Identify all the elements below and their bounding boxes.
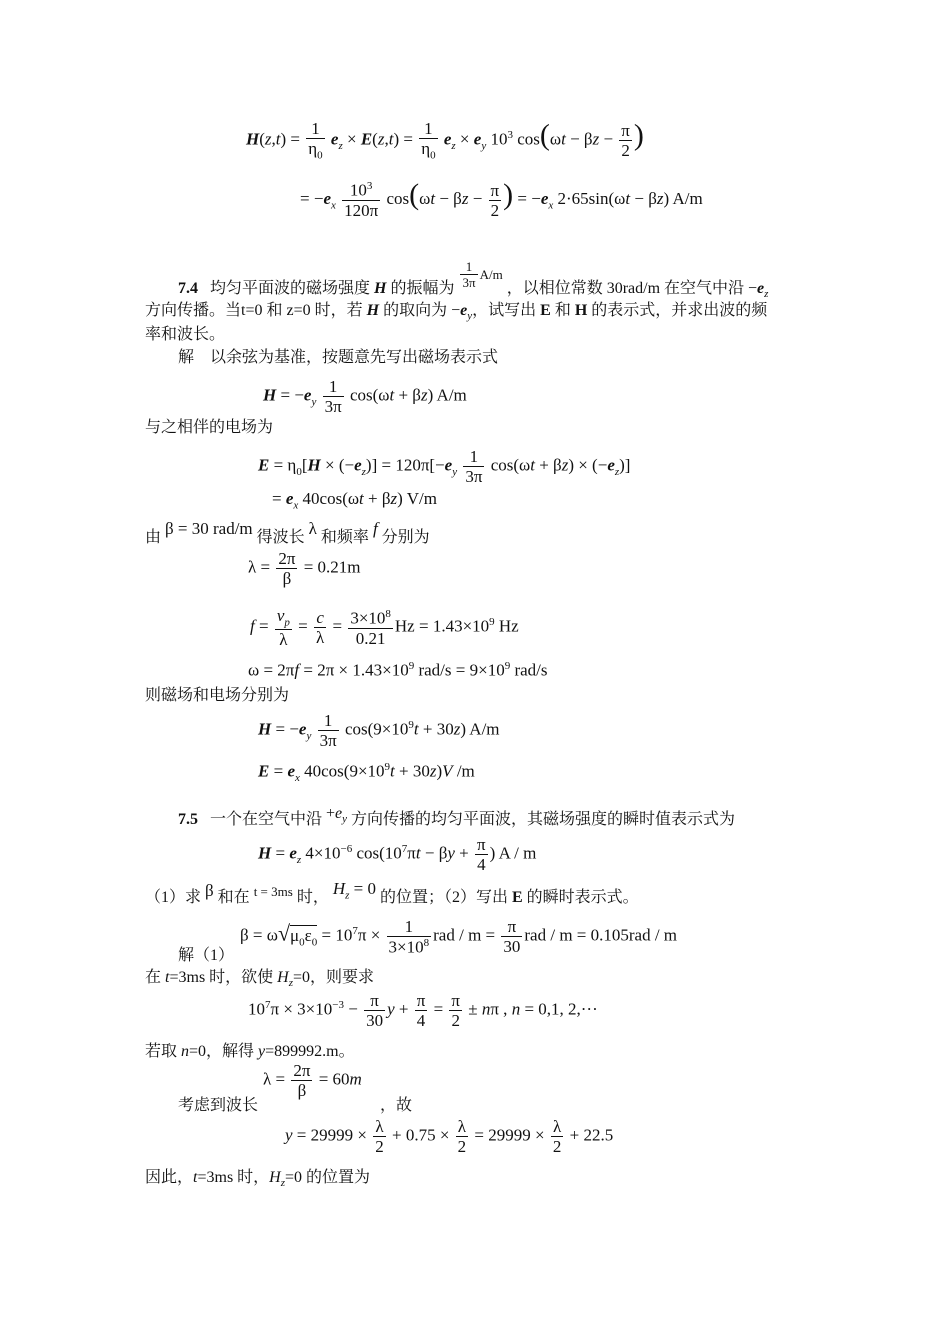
text: 和在	[217, 889, 250, 906]
solution-intro: 解 以余弦为基准，按题意先写出磁场表示式	[178, 349, 499, 366]
text-then: 则磁场和电场分别为	[145, 687, 290, 704]
text: ，试写出	[472, 302, 537, 319]
text: 的取向为	[383, 302, 448, 319]
text: 得波长	[256, 529, 305, 546]
text-last: 因此，t=3ms 时，$H_z=0$ 的位置为	[145, 1169, 371, 1190]
text: 分别为	[381, 529, 430, 546]
equation-y: y = 29999 × $\frac{\lambda}{2}$ + 0.75 × $\frac{\lambda}{2}$ = 29999 × $\frac{\lambda}{2}$ + 22.5	[285, 1117, 614, 1156]
problem-number: 7.5	[178, 811, 198, 828]
equation-e3-74: $E = e_x$ $40\cos(9\times 10^9t + 30z)V$ /m	[258, 761, 475, 785]
text: 和频率	[320, 529, 369, 546]
text: 方向传播的均匀平面波，其磁场强度的瞬时值表示式为	[351, 811, 736, 828]
solution-75-label: 解（1）	[178, 947, 235, 964]
equation-h-74: $H = -e_y$ $\frac{1}{3\pi}$ cos(ωt + βz) A/m	[263, 377, 467, 416]
question-7-5: （1）求 β 和在 $^{t = 3ms}$ 时， $H_z = 0$ 的位置；（2）写出 E 的瞬时表示式。	[145, 879, 639, 906]
equation-h2-74: $H = -e_y$ $\frac{1}{3\pi}$ $\cos(9\times 10^9t + 30z)$ A/m	[258, 711, 500, 750]
text: 的表示式，并求出波的频	[591, 302, 768, 319]
problem-7-5-line1: 7.5 一个在空气中沿 $+e_y$ 方向传播的均匀平面波，其磁场强度的瞬时值表示式为	[178, 805, 736, 828]
text-condition: 在 t=3ms 时，欲使 $H_z=0$，则要求	[145, 969, 375, 990]
text: 时，	[296, 889, 329, 906]
beta-value: β = 30 rad/m	[165, 519, 253, 538]
text: 的位置；（2）写出	[379, 889, 508, 906]
problem-7-4-line3: 率和波长。	[145, 326, 226, 343]
problem-7-4-line1: 7.4 均匀平面波的磁场强度 H 的振幅为 $\frac{1}{3\pi}$ $^{A/m}$ ，以相位常数 30rad/m 在空气中沿 $-e_z$	[178, 259, 769, 301]
equation-e-74-line1: $E = \eta_0[H \times (-e_z)] = 120\pi[-e_y$ $\frac{1}{3\pi}$ $\cos(\omega t + \beta z) \times (-e_z)$]	[258, 447, 631, 486]
text: 方向传播。当	[145, 302, 242, 319]
equation-e-74-line2: = $e_x$ 40cos(ωt + βz) V/m	[272, 489, 437, 512]
equation-h-result: = $-e_x$ $\frac{10^3}{120\pi}$ cos(ωt − βz − $\frac{\pi}{2}$ ) = $-e_x$ 2·65sin(ωt − βz) A/m	[300, 178, 703, 220]
text: 的瞬时表示式。	[526, 889, 639, 906]
equation-h-75: $H = e_z$ $4\times 10^{-6}$ $\cos(10^7\pi t - \beta y$ + $\frac{\pi}{4}$ ) A / m	[258, 835, 537, 874]
time-value: t = 3ms	[253, 884, 293, 899]
text: 均匀平面波的磁场强度	[210, 280, 371, 297]
text: 和	[554, 302, 571, 319]
equation-condition: $10^7\pi \times 3\times 10^{-3}$ − $\frac{\pi}{30}$ y + $\frac{\pi}{4}$ = $\frac{\pi}{2}$ ± nπ , n = 0,1, 2,···	[248, 991, 598, 1030]
text: 的振幅为	[390, 280, 455, 297]
equation-h-zt: H(z,t) = $\frac{1}{\eta_0}$ $e_z \times E(z,t)$ = $\frac{1}{\eta_0}$ $e_z \times e_y$ $10^3$ cos(ωt − βz − $\frac{\pi}{2}$ )	[246, 118, 644, 162]
equation-lambda-74: λ = $\frac{2\pi}{\beta}$ = 0.21m	[248, 549, 361, 588]
problem-7-4-line2: 方向传播。当t=0 和 z=0 时，若 H 的取向为 $-e_y$，试写出 E 和 H 的表示式，并求出波的频	[145, 302, 768, 323]
problem-number: 7.4	[178, 280, 198, 297]
text-so: ，故	[380, 1097, 413, 1114]
equation-lambda-75: λ = $\frac{2\pi}{\beta}$ = 60m	[263, 1061, 362, 1100]
text: t=0 和 z=0 时，若	[241, 302, 363, 319]
text-electric-field: 与之相伴的电场为	[145, 419, 274, 436]
text: 由	[145, 529, 162, 546]
text: ，以相位常数 30rad/m 在空气中沿	[506, 280, 745, 297]
text: 一个在空气中沿	[210, 811, 323, 828]
text: （1）求	[145, 889, 202, 906]
text-consider: 考虑到波长	[178, 1097, 259, 1114]
text-n-zero: 若取 n=0，解得 y=899992.m。	[145, 1043, 355, 1060]
equation-frequency: f = $\frac{v_p}{\lambda}$ = $\frac{c}{\lambda}$ = $\frac{3\times 10^8}{0.21}$ $Hz = 1.43\times 10^9$ Hz	[250, 606, 519, 650]
equation-beta-75: $\beta = \omega√\mu_0\varepsilon_0 = 10^7\pi$ × $\frac{1}{3\times 10^8}$ rad / m = $\frac{\pi}{30}$ rad / m = 0.105rad / m	[240, 917, 678, 957]
text-beta: 由 β = 30 rad/m 得波长 λ 和频率 f 分别为	[145, 519, 430, 546]
equation-omega: $\omega = 2\pi f = 2\pi \times 1.43\times 10^9$ $rad/s = 9\times 10^9$ rad/s	[248, 660, 548, 680]
